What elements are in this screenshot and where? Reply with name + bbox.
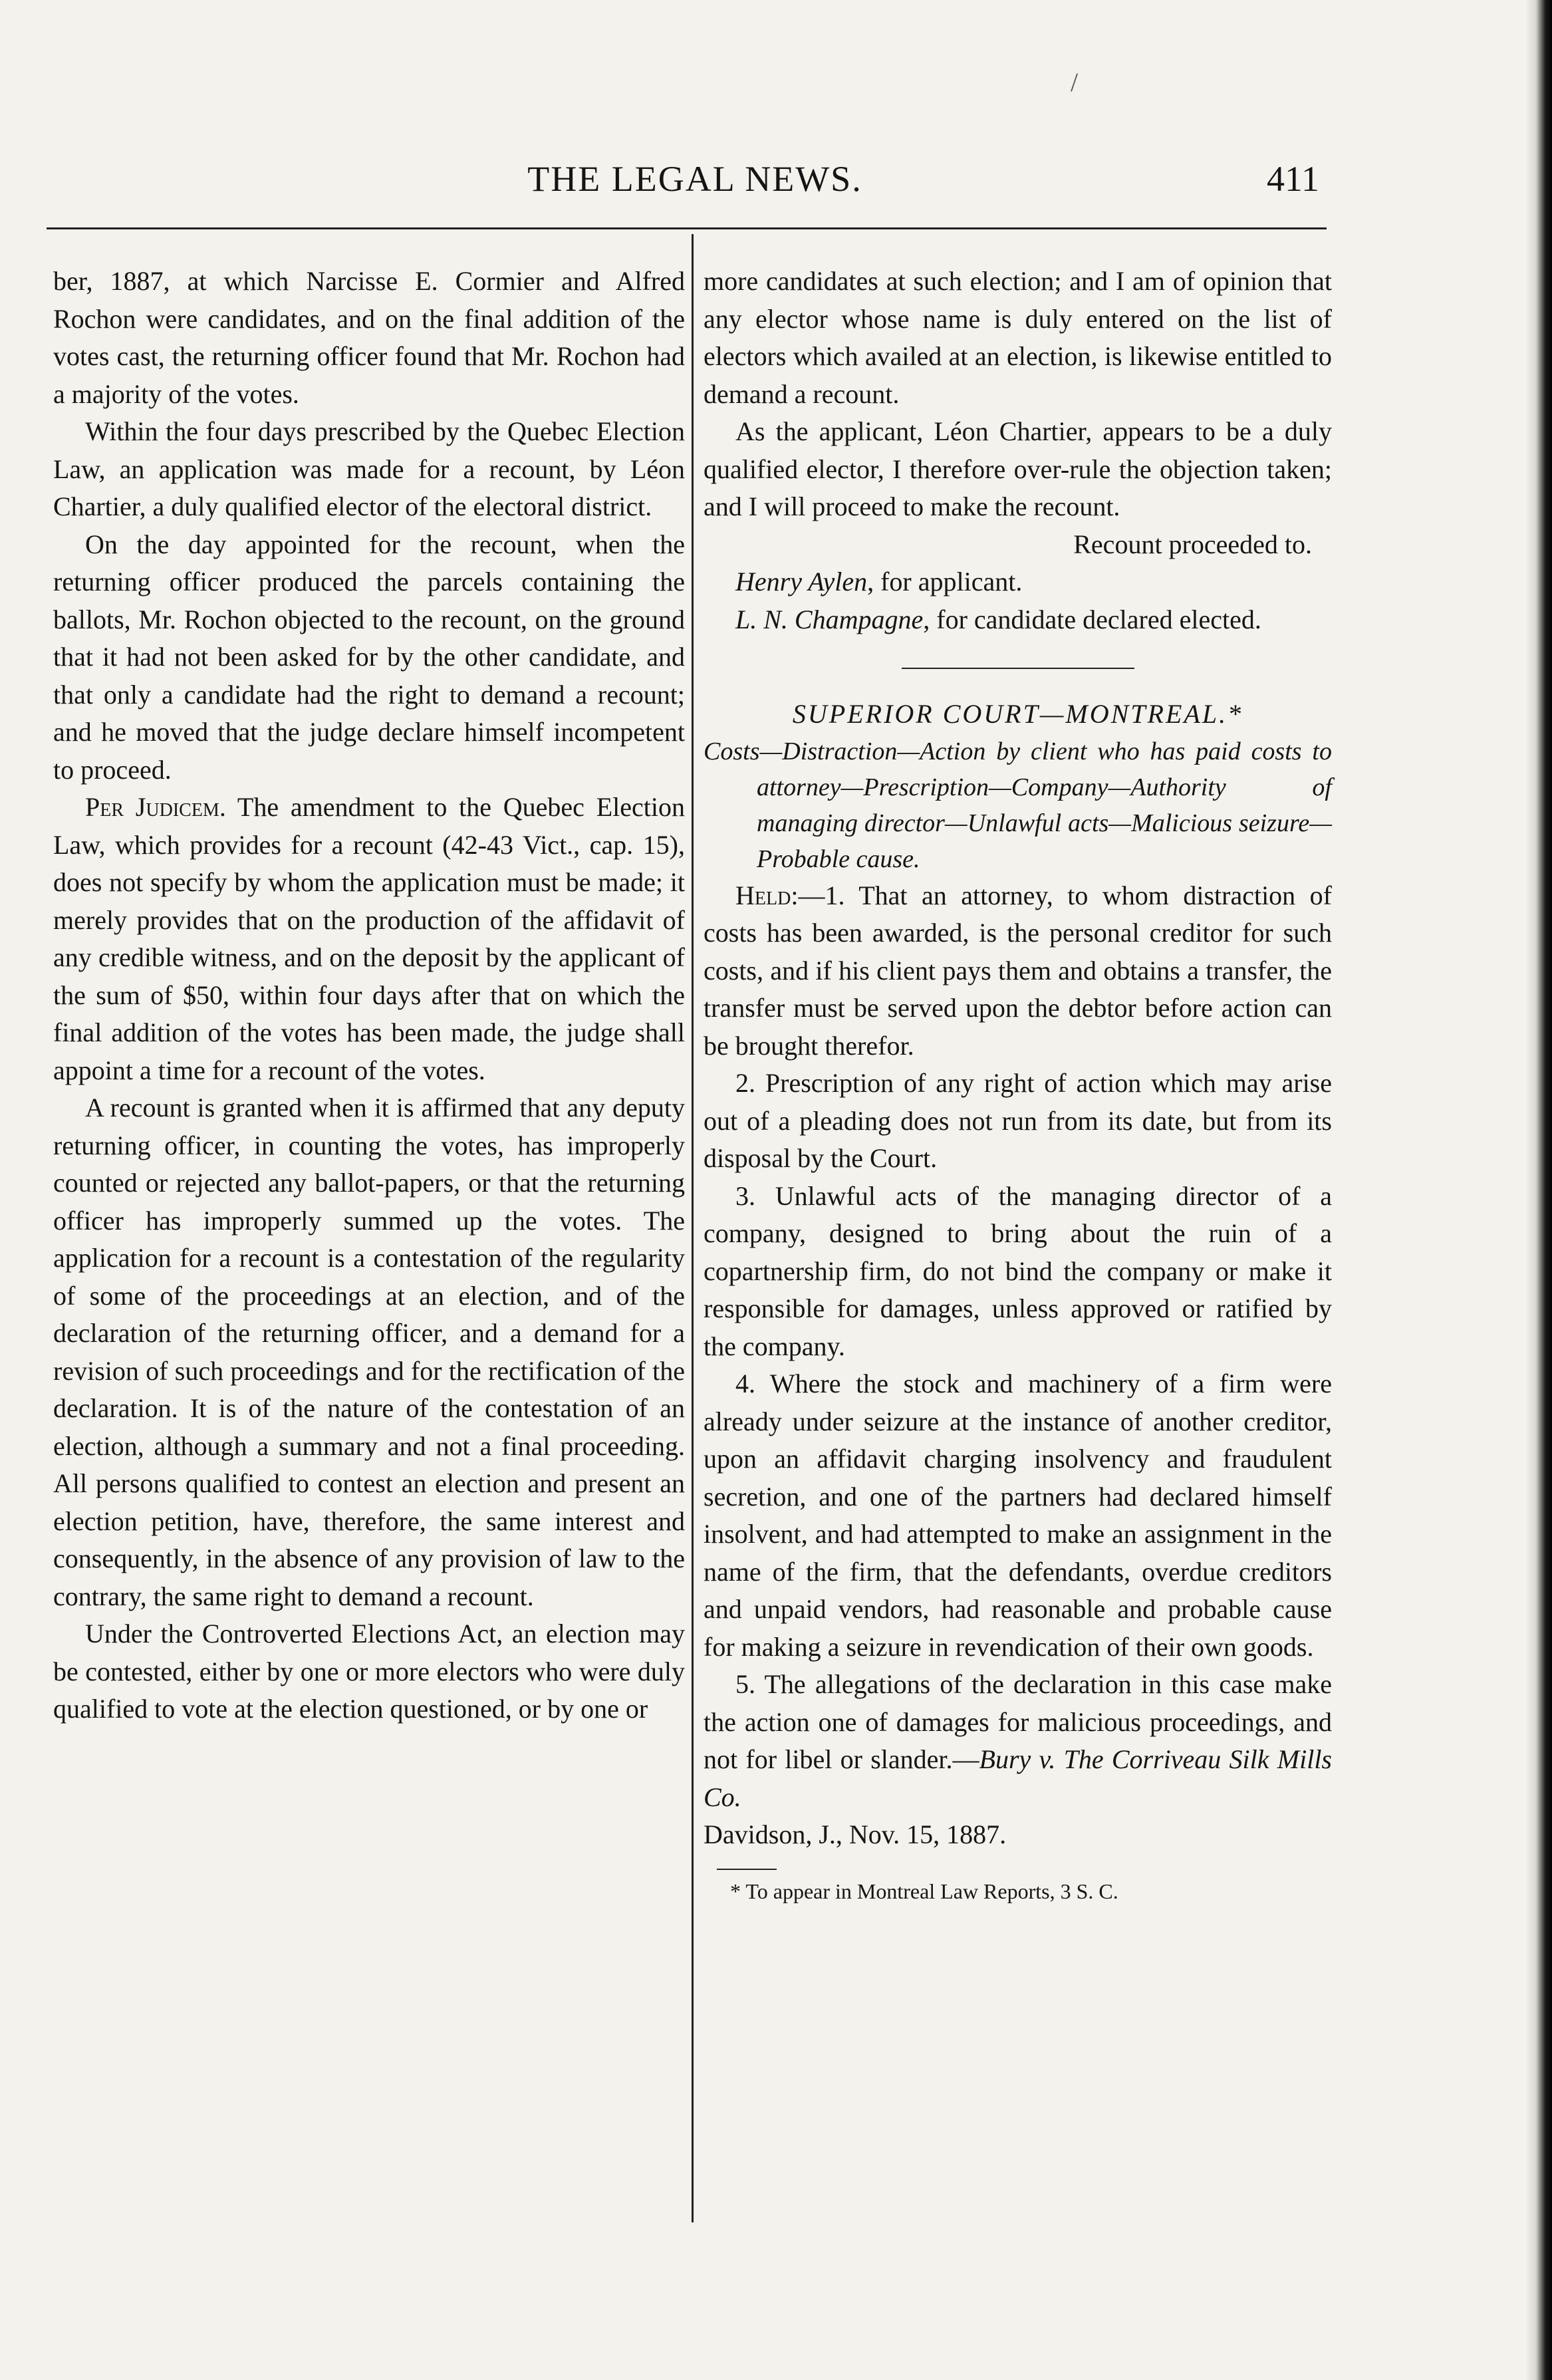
counsel-line — [704, 601, 1332, 639]
counsel-role: , for candidate declared elected. — [923, 604, 1261, 634]
held-item: 2. Prescription of any right of action which may arise out of a pleading does not run from its date, but from its disposal by the Court. — [704, 1068, 1332, 1173]
per-judicem-label: Per Judicem. — [85, 792, 226, 822]
held-text: 5. The allegations of the declaration in this case make the action one of damages for malicious proceedings, and not for libel or slander.— — [704, 1669, 1332, 1774]
held-item: 3. Unlawful acts of the managing director of a company, designed to bring about the ruin of a copartnership firm, do not bind the company or make it responsible for damages, unless approved or ratified by the company. — [704, 1180, 1332, 1361]
paragraph: Within the four days prescribed by the Quebec Election Law, an application was made for a recount, by Léon Chartier, a duly qualified elector of the electoral district. — [53, 416, 685, 521]
paragraph: ber, 1887, at which Narcisse E. Cormier and Alfred Rochon were candidates, and on the final addition of the votes cast, the returning officer found that Mr. Rochon had a majority of the votes. — [53, 266, 685, 409]
case-judge: Davidson, J., Nov. 15, 1887. — [704, 1819, 1007, 1849]
stray-mark: / — [1071, 67, 1079, 97]
counsel-role: , for applicant. — [867, 567, 1023, 596]
case-citation: Bury v. The Corriveau Silk Mills Co. — [704, 1744, 1332, 1812]
footnote: * To appear in Montreal Law Reports, 3 S. C. — [730, 1879, 1118, 1903]
held-item — [704, 877, 1332, 1065]
per-judicem-text: The amendment to the Quebec Election Law, which provides for a recount (42-43 Vict., cap. 15), does not specify by whom the application must be made; it merely provides that on the production of the affidavit of any credible witness, and on the deposit by the applicant of the sum of $50, within four days after that on which the final addition of the votes has been made, the judge shall appoint a time for a recount of the votes. — [53, 792, 685, 1085]
held-label: Held — [735, 880, 791, 910]
header-rule — [47, 227, 1327, 229]
recount-line: Recount proceeded to. — [1073, 529, 1312, 559]
paragraph: more candidates at such election; and I am of opinion that any elector whose name is duly entered on the list of electors which availed at an election, is likewise entitled to demand a recount. — [704, 266, 1332, 409]
counsel-name: Henry Aylen — [735, 567, 868, 596]
court-title: SUPERIOR COURT—MONTREAL.* — [792, 699, 1243, 729]
right-column — [704, 263, 1332, 1906]
paragraph: A recount is granted when it is affirmed that any deputy returning officer, in counting the votes, has improperly counted or rejected any ballot-papers, or that the returning officer has improperly summed up the votes. The application for a recount is a contestation of the regularity of some of the proceedings at an election, and of the declaration of the returning officer, and a demand for a revision of such proceedings and for the rectification of the declaration. It is of the nature of the contestation of an election, although a summary and not a final proceeding. All persons qualified to contest an election and present an election petition, have, therefore, the same interest and consequently, in the absence of any provision of law to the contrary, the same right to demand a recount. — [53, 1093, 685, 1611]
running-header-title: THE LEGAL NEWS. — [527, 159, 862, 199]
held-text: :—1. That an attorney, to whom distraction of costs has been awarded, is the personal creditor for such costs, and if his client pays them and obtains a transfer, the transfer must be served upon the debtor before action can be brought therefor. — [704, 880, 1332, 1061]
counsel-name: L. N. Champagne — [735, 604, 924, 634]
footnote-rule — [717, 1869, 777, 1870]
paragraph: On the day appointed for the recount, when the returning officer produced the parcels containing the ballots, Mr. Rochon objected to the recount, on the ground that it had not been asked for by the other candidate, and that only a candidate had the right to demand a recount; and he moved that the judge declare himself incompetent to proceed. — [53, 529, 685, 785]
binding-edge — [1525, 0, 1552, 2380]
section-rule — [902, 668, 1134, 669]
paragraph: As the applicant, Léon Chartier, appears to be a duly qualified elector, I therefore over-rule the objection taken; and I will proceed to make the recount. — [704, 416, 1332, 521]
held-item: 4. Where the stock and machinery of a firm were already under seizure at the instance of another creditor, upon an affidavit charging insolvency and fraudulent secretion, and one of the partners had declared himself insolvent, and had attempted to make an assignment in the name of the firm, that the defendants, overdue creditors and unpaid vendors, had reasonable and probable cause for making a seizure in revendication of their own goods. — [704, 1369, 1332, 1662]
left-column — [53, 263, 685, 1728]
held-item — [704, 1666, 1332, 1816]
paragraph-per-judicem — [53, 789, 685, 1089]
paragraph: Under the Controverted Elections Act, an election may be contested, either by one or more electors who were duly qualified to vote at the election questioned, or by one or — [53, 1619, 685, 1724]
column-divider — [692, 234, 694, 2222]
page-number: 411 — [1267, 159, 1319, 199]
case-keywords: Costs—Distraction—Action by client who has paid costs to attorney—Prescription—Company—Authority of managing director—Unlawful acts—Malicious seizure—Probable cause. — [704, 737, 1332, 873]
counsel-line — [704, 563, 1332, 601]
